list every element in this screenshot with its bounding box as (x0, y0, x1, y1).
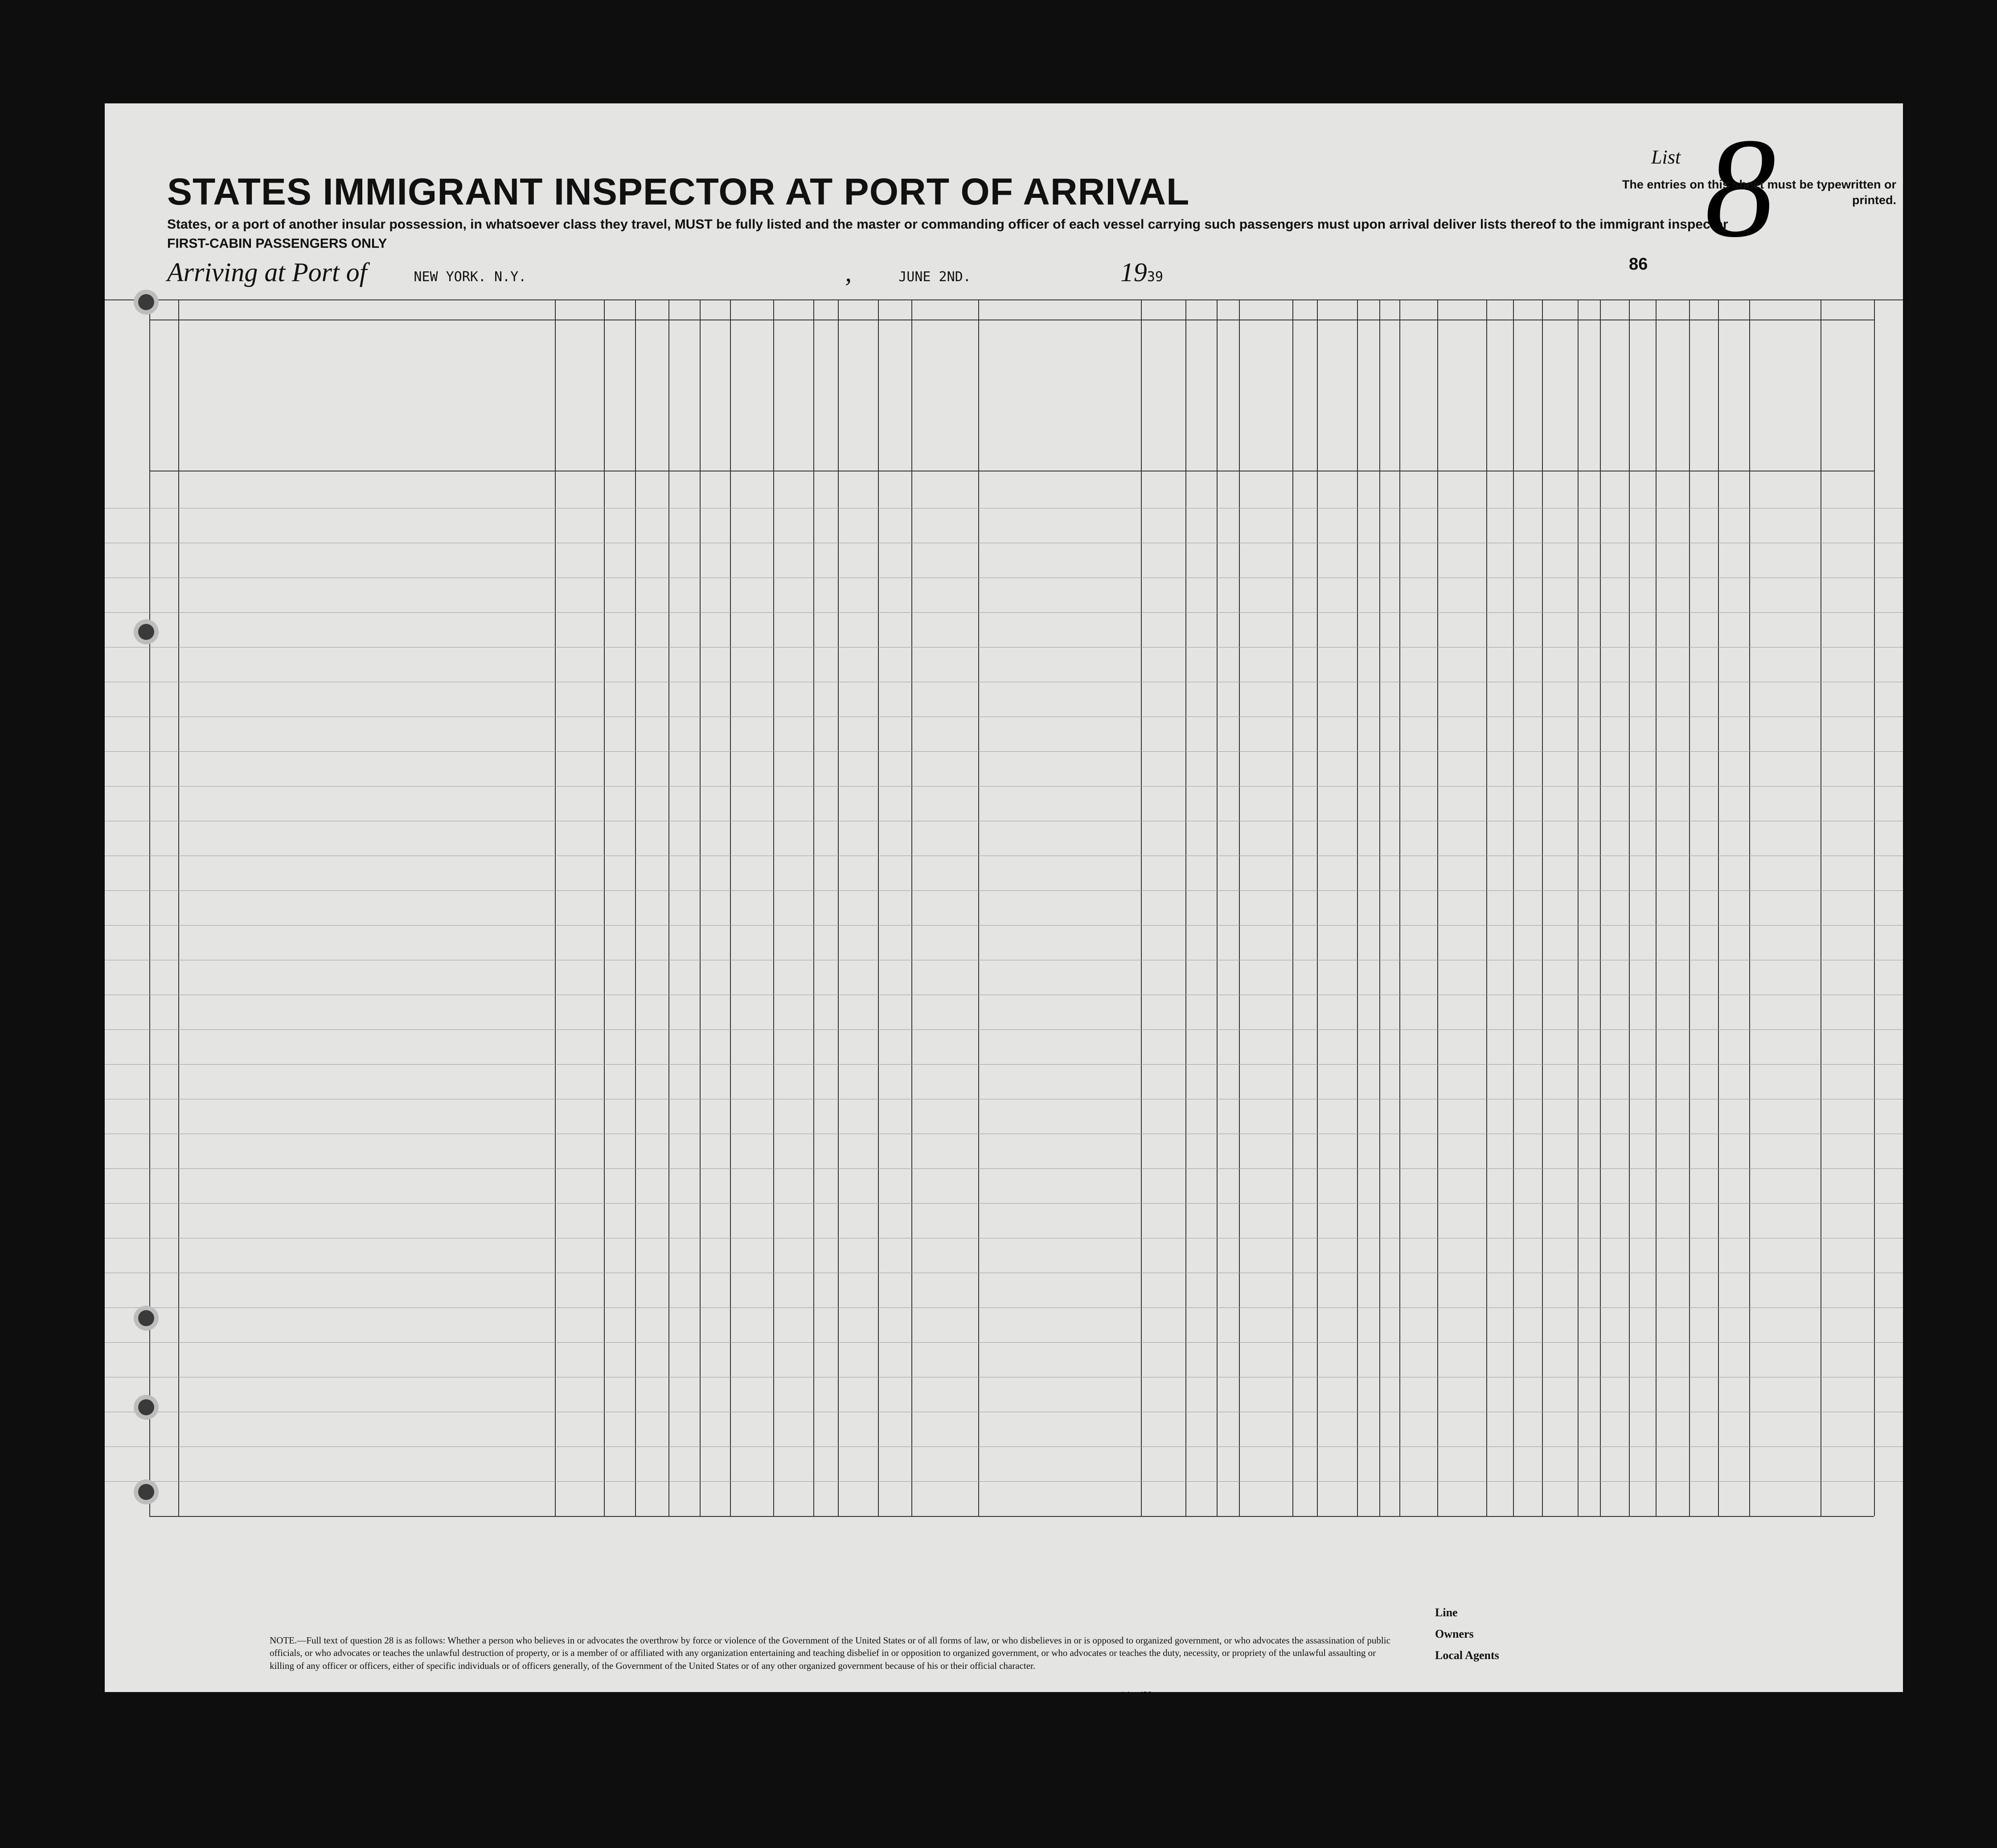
row-rule (105, 1342, 1903, 1343)
grid-vline (635, 299, 636, 1516)
row-rule (105, 612, 1903, 613)
row-rule (105, 1446, 1903, 1447)
form-title: STATES IMMIGRANT INSPECTOR AT PORT OF ARRIVAL (167, 171, 1190, 213)
row-rule (105, 751, 1903, 752)
grid-vline (978, 299, 979, 1516)
grid-hline-top (105, 299, 1903, 300)
grid-vline (604, 299, 605, 1516)
line-label: Line (1435, 1606, 1458, 1619)
grid-vline (1600, 299, 1601, 1516)
port-value: NEW YORK. N.Y. (414, 269, 527, 285)
arrival-line: Arriving at Port of NEW YORK. N.Y. , JUNE 2ND. 1939 (167, 258, 1163, 287)
grid-vline (555, 299, 556, 1516)
grid-vline (1718, 299, 1719, 1516)
grid-vline (838, 299, 839, 1516)
row-rule (105, 1029, 1903, 1030)
list-number: 8 (1705, 109, 1776, 267)
grid-vline (1542, 299, 1543, 1516)
row-rule (105, 1307, 1903, 1308)
manifest-sheet (105, 103, 1903, 1700)
grid-vline (1239, 299, 1240, 1516)
grid-vline (878, 299, 879, 1516)
arriving-label: Arriving at Port of (167, 258, 367, 287)
grid-vline (1379, 299, 1380, 1516)
grid-vline (1689, 299, 1690, 1516)
grid-vline (178, 299, 179, 1516)
grid-vline (700, 299, 701, 1516)
row-rule (105, 1168, 1903, 1169)
grid-vline (730, 299, 731, 1516)
grid-vline (1656, 299, 1657, 1516)
row-rule (105, 890, 1903, 891)
grid-vline (668, 299, 669, 1516)
footer-form-code: 14—430 (1121, 1690, 1152, 1700)
grid-vline (1578, 299, 1579, 1516)
binder-hole (138, 624, 154, 640)
grid-vline (1317, 299, 1318, 1516)
grid-vline (1437, 299, 1438, 1516)
binder-hole (138, 294, 154, 310)
owners-label: Owners (1435, 1627, 1474, 1640)
grid-vline (1749, 299, 1750, 1516)
date-value: JUNE 2ND. (898, 269, 971, 285)
grid-vline (149, 299, 150, 1516)
grid-hline-bottom (149, 1516, 1874, 1517)
binder-hole (138, 1310, 154, 1326)
grid-vline (1486, 299, 1487, 1516)
entries-note: The entries on this sheet must be typewritten or printed. (1622, 178, 1896, 207)
grid-vline (1874, 299, 1875, 1516)
grid-vline (813, 299, 814, 1516)
footnote-question-28: NOTE.—Full text of question 28 is as follows: Whether a person who believes in or advocates the overthrow by force or violence of the Government of the United States or of all forms of law, or who disbelieves in or is opposed to organized government, or who advocates the assassination of public officials, or who advocates or teaches the unlawful destruction of property, or is a member of or affiliated with any organization entertaining and teaching disbelief in or opposition to organized government, or who advocates or teaches the duty, necessity, or propriety of the unlawful assaulting or killing of any officer or officers, either of specific individuals or of officers generally, of the Government of the United States or of any other organized government because of his or their official character. (270, 1635, 1390, 1671)
row-rule (105, 1064, 1903, 1065)
grid-vline (1513, 299, 1514, 1516)
binder-hole (138, 1484, 154, 1500)
row-rule (105, 1481, 1903, 1482)
binder-hole (138, 1399, 154, 1415)
grid-vline (911, 299, 912, 1516)
form-instructions: States, or a port of another insular possession, in whatsoever class they travel, MUST be fully listed and the master or commanding officer of each vessel carrying such passengers must upon arrival deliver lists thereof to the immigrant inspector (167, 217, 1728, 232)
year-typed: 39 (1147, 269, 1163, 285)
sheet-number: 86 (1629, 255, 1648, 274)
grid-vline (1185, 299, 1186, 1516)
local-agents-label: Local Agents (1435, 1649, 1499, 1662)
grid-vline (1629, 299, 1630, 1516)
grid-vline (1399, 299, 1400, 1516)
list-label: List (1651, 146, 1681, 168)
grid-vline (1292, 299, 1293, 1516)
grid-vline (773, 299, 774, 1516)
form-class-label: FIRST-CABIN PASSENGERS ONLY (167, 236, 387, 251)
row-rule (105, 786, 1903, 787)
grid-vline (1141, 299, 1142, 1516)
grid-vline (1357, 299, 1358, 1516)
row-rule (105, 1203, 1903, 1204)
year-printed: 19 (1120, 258, 1147, 287)
row-rule (105, 925, 1903, 926)
grid-vline (1217, 299, 1218, 1516)
